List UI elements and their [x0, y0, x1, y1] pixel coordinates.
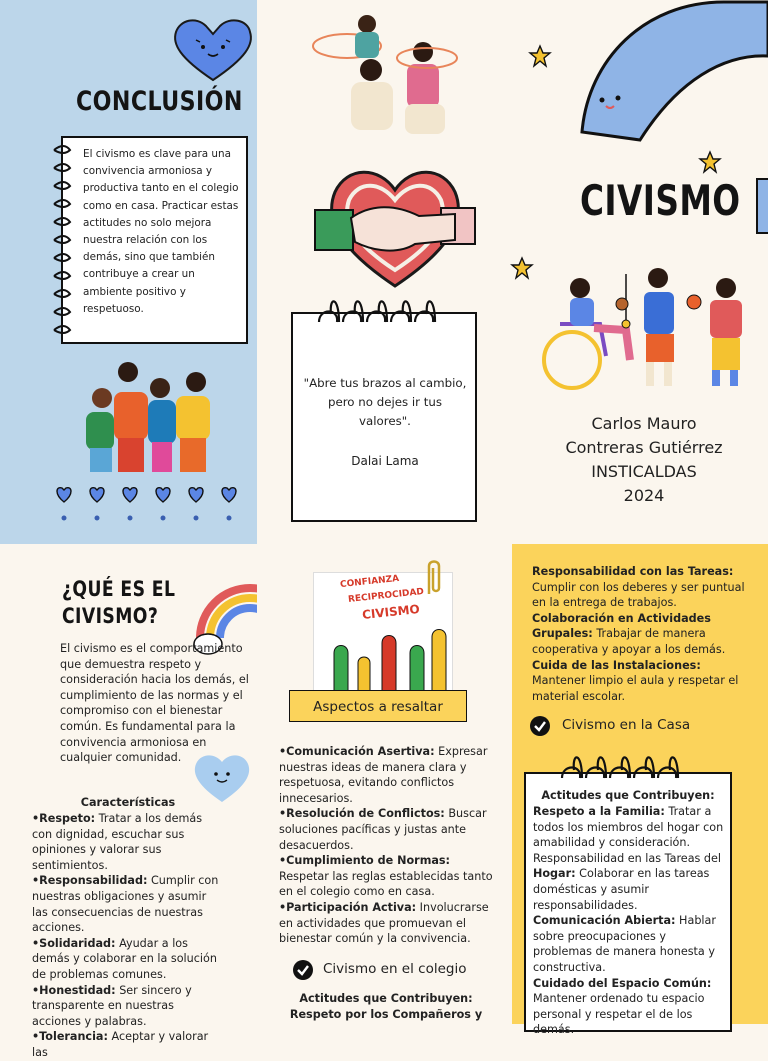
school-item-desc: Trabajar de manera cooperativa y apoyar a los demás. — [532, 627, 726, 656]
aspects-panel — [257, 544, 512, 1024]
home-item — [533, 851, 727, 913]
quote-card — [291, 312, 477, 522]
school-item-term: Cuida de las Instalaciones: — [532, 658, 701, 672]
school-item-term: Responsabilidad con las Tareas: — [532, 565, 734, 578]
characteristic-item — [32, 811, 222, 873]
characteristics-heading: Características — [80, 796, 176, 809]
what-is-panel — [0, 544, 257, 1059]
school-sub-1: Actitudes que Contribuyen: — [299, 992, 473, 1005]
cover-author-block — [524, 412, 764, 508]
aspect-item — [279, 744, 503, 806]
characteristic-desc: Cumplir con nuestras obligaciones y asumir las consecuencias de nuestras acciones. — [32, 874, 219, 935]
home-item — [533, 976, 727, 1038]
school-item-term: Colaboración en Actividades Grupales: — [532, 611, 711, 641]
home-item-desc: Tratar a todos los miembros del hogar con amabilidad y consideración. — [533, 805, 724, 850]
poster-word-1: CONFIANZA — [339, 573, 400, 591]
home-item-term: Comunicación Abierta: — [533, 914, 676, 928]
what-is-title-line-1: ¿QUÉ ES EL — [62, 577, 176, 601]
home-item-desc: Responsabilidad en las Tareas del — [533, 851, 722, 865]
characteristic-item — [32, 936, 222, 983]
children-wheelchair-illustration — [540, 264, 754, 394]
school-item — [532, 564, 754, 611]
decorative-edge — [756, 178, 768, 234]
aspect-desc: Buscar soluciones pacíficas y justas ante desacuerdos. — [279, 807, 487, 852]
star-icon-2 — [698, 150, 722, 174]
conclusion-panel — [0, 0, 257, 544]
home-item — [533, 804, 727, 851]
school-item — [532, 658, 754, 705]
conclusion-card — [61, 136, 248, 344]
what-is-title-line-2: CIVISMO? — [62, 604, 159, 628]
aspect-desc: Respetar las reglas establecidas tanto en el colegio como en casa. — [279, 869, 493, 899]
check-circle-icon — [530, 716, 550, 736]
what-is-text: El civismo es el comportamiento que demuestra respeto y consideración hacia los demás, el cumplimiento de las normas y el compromiso con el bienestar común. Es fundamental para la convivencia armoniosa en cualquier comunidad. — [60, 642, 249, 765]
school-items-list — [532, 564, 754, 704]
blue-arch-creature-icon — [574, 0, 768, 150]
aspect-item — [279, 900, 503, 947]
poster-word-2: RECIPROCIDAD — [347, 587, 425, 605]
school-subheading — [273, 991, 499, 1022]
spiral-binding-top-icon — [560, 750, 690, 782]
raised-hands-icon — [314, 613, 454, 693]
school-item-desc: Cumplir con los deberes y ser puntual en la entrega de trabajos. — [532, 580, 745, 610]
quote-text: "Abre tus brazos al cambio, pero no dejes ir tus valores". — [303, 376, 467, 428]
school-sub-2: Respeto por los Compañeros y — [289, 1007, 483, 1021]
aspect-term: •Comunicación Asertiva: — [279, 745, 435, 758]
school-name: INSTICALDAS — [591, 462, 697, 481]
author-line-2: Contreras Gutiérrez — [565, 438, 723, 457]
aspect-term: •Participación Activa: — [279, 900, 417, 914]
home-item-desc: Hablar sobre preocupaciones y problemas de manera honesta y constructiva. — [533, 914, 716, 974]
hearts-row — [50, 484, 246, 528]
aspect-term: •Cumplimiento de Normas: — [279, 854, 451, 868]
aspect-term: •Resolución de Conflictos: — [279, 807, 445, 821]
aspect-item — [279, 806, 503, 853]
characteristics-list — [32, 811, 222, 1061]
quote-panel — [257, 0, 514, 544]
home-panel — [512, 544, 768, 1037]
poster-word-3: CIVISMO — [361, 602, 421, 622]
year: 2024 — [623, 486, 665, 505]
characteristic-desc: Ayudar a los demás y colaborar en la solución de problemas comunes. — [32, 936, 217, 981]
home-heading: Civismo en la Casa — [562, 717, 691, 733]
quote-author: Dalai Lama — [351, 454, 419, 468]
spiral-binding-top-icon — [317, 294, 447, 326]
school-heading: Civismo en el colegio — [323, 961, 467, 977]
characteristic-term: •Tolerancia: — [32, 1030, 108, 1044]
handshake-heart-icon — [315, 160, 475, 290]
characteristic-desc: Aceptar y valorar las — [32, 1030, 209, 1059]
home-item — [533, 913, 727, 975]
blue-heart-face-icon — [170, 14, 256, 84]
characteristic-item — [32, 1029, 222, 1060]
cover-title: CIVISMO — [580, 176, 741, 225]
home-item-term: Respeto a la Familia: — [533, 805, 665, 818]
conclusion-title: CONCLUSIÓN — [76, 86, 243, 117]
aspect-item — [279, 853, 503, 900]
friends-hugging-illustration — [76, 352, 226, 478]
star-icon — [528, 44, 552, 68]
author-line-1: Carlos Mauro — [591, 414, 697, 433]
school-item — [532, 611, 754, 658]
home-item-term: Hogar: — [533, 867, 576, 881]
what-is-title — [62, 576, 175, 630]
characteristic-term: •Responsabilidad: — [32, 874, 148, 888]
aspects-list — [279, 744, 503, 947]
home-item-desc: Colaborar en las tareas domésticas y asumir responsabilidades. — [533, 867, 710, 912]
characteristic-item — [32, 983, 222, 1030]
conclusion-text: El civismo es clave para una convivencia armoniosa y productiva tanto en el colegio como en casa. Practicar estas actitudes no solo mejora nuestra relación con los demás, sino que también contribuye a crear un ambiente positivo y respetuoso. — [83, 148, 239, 315]
characteristic-item — [32, 873, 222, 935]
aspect-desc: Involucrarse en actividades que promuevan el bienestar común y la convivencia. — [279, 900, 489, 946]
characteristic-term: •Respeto: — [32, 812, 96, 825]
home-item-term: Cuidado del Espacio Común: — [533, 976, 712, 990]
spiral-binding-icon — [50, 142, 76, 340]
family-illustration — [307, 12, 467, 148]
school-heading-row — [293, 958, 493, 982]
check-circle-icon — [293, 960, 313, 980]
aspect-desc: Expresar nuestras ideas de manera clara y respetuosa, evitando conflictos innecesarios. — [279, 745, 488, 805]
characteristic-term: •Solidaridad: — [32, 936, 116, 950]
home-card — [524, 772, 732, 1037]
characteristic-desc: Ser sincero y transparente en nuestras acciones y palabras. — [32, 983, 192, 1028]
characteristic-term: •Honestidad: — [32, 983, 116, 997]
aspects-label: Aspectos a resaltar — [289, 690, 467, 722]
cover-panel — [514, 0, 768, 544]
school-item-desc: Mantener limpio el aula y respetar el material escolar. — [532, 674, 739, 703]
home-item-desc: Mantener ordenado tu espacio personal y respetar el de los demás. — [533, 992, 705, 1037]
star-icon-3 — [510, 256, 534, 280]
characteristic-desc: Tratar a los demás con dignidad, escuchar sus opiniones y valorar sus sentimientos. — [32, 812, 203, 872]
home-items-list — [533, 804, 727, 1038]
home-subheading: Actitudes que Contribuyen: — [541, 789, 715, 802]
paperclip-icon — [423, 558, 445, 598]
home-heading-row — [530, 714, 750, 738]
